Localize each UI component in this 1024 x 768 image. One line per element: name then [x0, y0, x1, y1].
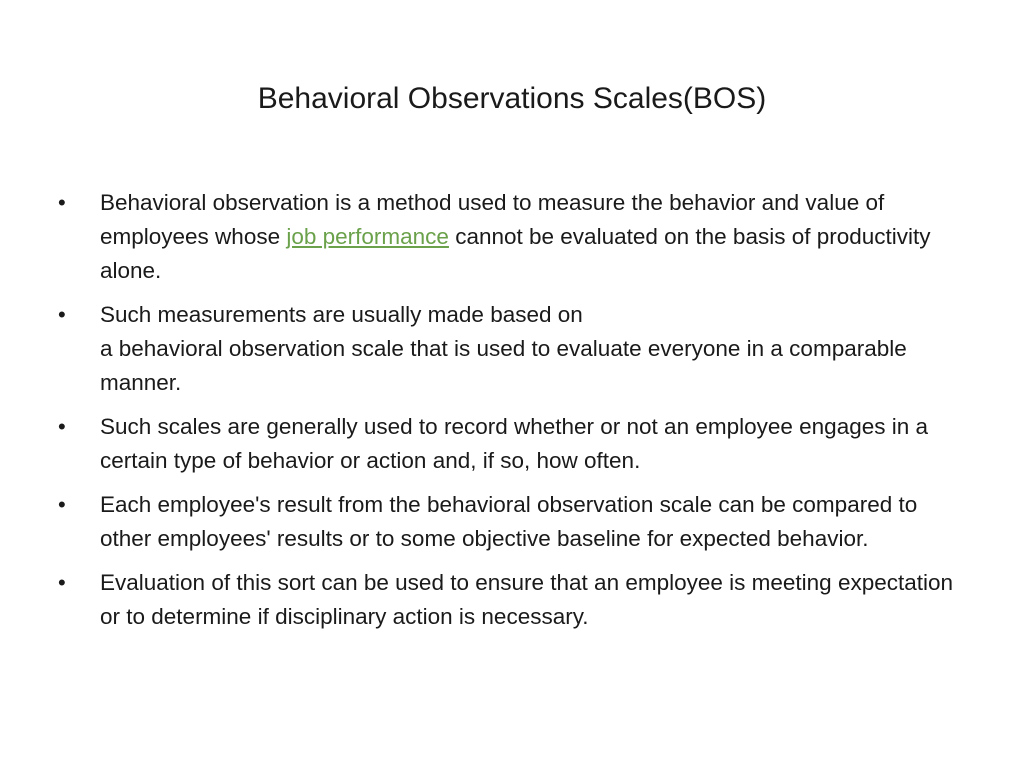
bullet-text: cannot be evaluated on the basis of productivity alone. — [100, 224, 931, 283]
job-performance-link[interactable]: job performance — [286, 224, 449, 249]
bullet-text: a behavioral observation scale that is used to evaluate everyone in a comparable manner. — [100, 336, 907, 395]
bullet-text: Such scales are generally used to record whether or not an employee engages in a certain type of behavior or action and, if so, how often. — [100, 414, 929, 473]
bullet-list — [56, 186, 956, 644]
bullet-icon: • — [58, 414, 66, 439]
list-item — [56, 410, 956, 478]
list-item — [56, 186, 956, 288]
slide-title: Behavioral Observations Scales(BOS) — [257, 82, 767, 115]
bullet-icon: • — [58, 492, 66, 517]
list-item — [56, 566, 956, 634]
bullet-text: Such measurements are usually made based on — [100, 302, 583, 327]
bullet-text: Each employee's result from the behavioral observation scale can be compared to other employees' results or to some objective baseline for expected behavior. — [100, 492, 918, 551]
list-item — [56, 298, 956, 400]
bullet-icon: • — [58, 570, 66, 595]
bullet-text: Behavioral observation is a method used to measure the behavior and value of employees whose — [100, 190, 885, 249]
list-item — [56, 488, 956, 556]
bullet-icon: • — [58, 302, 66, 327]
bullet-icon: • — [58, 190, 66, 215]
bullet-text: Evaluation of this sort can be used to ensure that an employee is meeting expectation or to determine if disciplinary action is necessary. — [100, 570, 954, 629]
